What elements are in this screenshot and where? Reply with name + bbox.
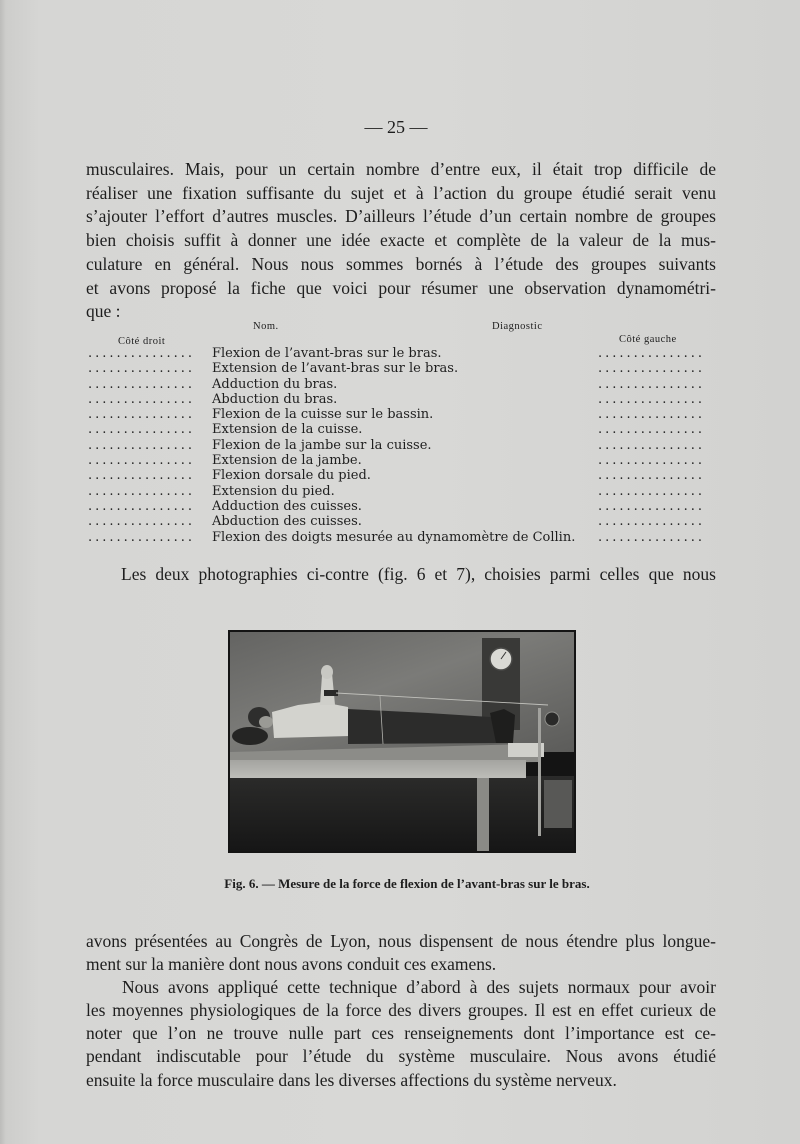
form-row bbox=[0, 468, 800, 483]
muscle-group-name: Flexion dorsale du pied. bbox=[212, 468, 371, 484]
subject-hand bbox=[321, 665, 333, 679]
right-side-leader: ............... bbox=[88, 391, 195, 407]
cabinet-lower bbox=[544, 780, 572, 828]
right-side-leader: ............... bbox=[88, 483, 195, 499]
form-header-left-side: Côté gauche bbox=[619, 334, 677, 345]
muscle-group-name: Adduction des cuisses. bbox=[212, 498, 362, 514]
form-row bbox=[0, 453, 800, 468]
left-side-leader: ............... bbox=[598, 407, 705, 423]
paragraph-line: culature en général. Nous nous sommes bornés à l’étude des groupes suivants bbox=[86, 253, 716, 274]
muscle-group-name: Flexion de la jambe sur la cuisse. bbox=[212, 437, 432, 453]
muscle-group-name: Flexion de l’avant-bras sur le bras. bbox=[212, 346, 442, 361]
muscle-group-name: Extension de la jambe. bbox=[212, 453, 362, 469]
muscle-group-name: Flexion de la cuisse sur le bassin. bbox=[212, 407, 434, 423]
right-side-leader: ............... bbox=[88, 376, 195, 392]
left-side-leader: ............... bbox=[598, 453, 705, 469]
left-side-leader: ............... bbox=[598, 346, 705, 361]
left-side-leader: ............... bbox=[598, 483, 705, 499]
form-row bbox=[0, 392, 800, 407]
form-header-name: Nom. bbox=[253, 321, 279, 332]
wrist-strap bbox=[324, 690, 338, 696]
right-side-leader: ............... bbox=[88, 453, 195, 469]
paragraph-line: s’ajouter l’effort d’autres muscles. D’ailleurs l’étude d’un certain nombre de groupes bbox=[86, 206, 716, 227]
right-side-leader: ............... bbox=[88, 498, 195, 514]
paragraph-line: que : bbox=[86, 301, 121, 322]
left-side-leader: ............... bbox=[598, 391, 705, 407]
paragraph-line: ensuite la force musculaire dans les diverses affections du système nerveux. bbox=[86, 1069, 617, 1090]
figure-photograph bbox=[228, 630, 576, 853]
paragraph-line: Les deux photographies ci-contre (fig. 6 et 7), choisies parmi celles que nous bbox=[121, 564, 716, 584]
left-side-leader: ............... bbox=[598, 498, 705, 514]
form-rows bbox=[0, 346, 800, 545]
right-side-leader: ............... bbox=[88, 346, 195, 361]
paragraph-line: bien choisis suffit à donner une idée exacte et complète de la valeur de la mus- bbox=[86, 230, 716, 251]
right-side-leader: ............... bbox=[88, 422, 195, 438]
figure-caption: Fig. 6. — Mesure de la force de flexion de l’avant-bras sur le bras. bbox=[224, 876, 590, 891]
paragraph-line: noter que l’on ne trouve nulle part ces renseignements dont l’importance est ce- bbox=[86, 1023, 716, 1044]
head-cushion bbox=[232, 727, 268, 745]
left-side-leader: ............... bbox=[598, 361, 705, 377]
form-row bbox=[0, 438, 800, 453]
muscle-group-name: Abduction du bras. bbox=[212, 391, 338, 407]
left-side-leader: ............... bbox=[598, 514, 705, 530]
form-row bbox=[0, 514, 800, 529]
paragraph-line: pendant indiscutable pour l’étude du système musculaire. Nous avons étudié bbox=[86, 1046, 716, 1067]
paragraph-2-start bbox=[86, 562, 716, 586]
muscle-group-name: Extension du pied. bbox=[212, 483, 335, 499]
table-leg bbox=[477, 778, 489, 851]
subject-face bbox=[259, 716, 273, 728]
paragraph-line: les moyennes physiologiques de la force des divers groupes. Il est en effet curieux de bbox=[86, 1000, 716, 1021]
paragraph-line: musculaires. Mais, pour un certain nombre d’entre eux, il était trop difficile de bbox=[86, 159, 716, 179]
paragraphs-after-figure bbox=[86, 930, 716, 1092]
muscle-group-name: Flexion des doigts mesurée au dynamomètre de Collin. bbox=[212, 529, 576, 545]
form-row bbox=[0, 484, 800, 499]
left-side-leader: ............... bbox=[598, 529, 705, 545]
form-row bbox=[0, 422, 800, 437]
right-side-leader: ............... bbox=[88, 407, 195, 423]
form-header-diagnosis: Diagnostic bbox=[492, 321, 543, 332]
right-side-leader: ............... bbox=[88, 468, 195, 484]
form-row bbox=[0, 530, 800, 545]
table-front-edge bbox=[230, 760, 526, 778]
form-row bbox=[0, 499, 800, 514]
right-side-leader: ............... bbox=[88, 437, 195, 453]
form-row bbox=[0, 361, 800, 376]
form-header-right-side: Côté droit bbox=[118, 336, 166, 347]
photo-floor bbox=[230, 776, 574, 851]
muscle-group-name: Abduction des cuisses. bbox=[212, 514, 362, 530]
form-row bbox=[0, 377, 800, 392]
paragraph-line: avons présentées au Congrès de Lyon, nous dispensent de nous étendre plus longue- bbox=[86, 931, 716, 951]
left-side-leader: ............... bbox=[598, 468, 705, 484]
muscle-group-name: Extension de la cuisse. bbox=[212, 422, 363, 438]
muscle-group-name: Extension de l’avant-bras sur le bras. bbox=[212, 361, 459, 377]
form-row bbox=[0, 407, 800, 422]
paragraph-line: ment sur la manière dont nous avons conduit ces examens. bbox=[86, 954, 497, 975]
left-side-leader: ............... bbox=[598, 422, 705, 438]
left-side-leader: ............... bbox=[598, 437, 705, 453]
right-side-leader: ............... bbox=[88, 514, 195, 530]
paragraph-line: réaliser une fixation suffisante du sujet et à l’action du groupe étudié serait venu bbox=[86, 182, 716, 203]
muscle-group-name: Adduction du bras. bbox=[212, 376, 338, 392]
form-row bbox=[0, 346, 800, 361]
paragraph-1 bbox=[86, 158, 716, 324]
page-number: — 25 — bbox=[364, 117, 428, 137]
left-side-leader: ............... bbox=[598, 376, 705, 392]
paragraph-line: Nous avons appliqué cette technique d’abord à des sujets normaux pour avoir bbox=[122, 977, 716, 998]
right-side-leader: ............... bbox=[88, 361, 195, 377]
paragraph-line: et avons proposé la fiche que voici pour résumer une observation dynamométri- bbox=[86, 277, 716, 298]
instrument-pole bbox=[538, 708, 541, 836]
right-side-leader: ............... bbox=[88, 529, 195, 545]
instrument-lamp bbox=[545, 712, 559, 726]
